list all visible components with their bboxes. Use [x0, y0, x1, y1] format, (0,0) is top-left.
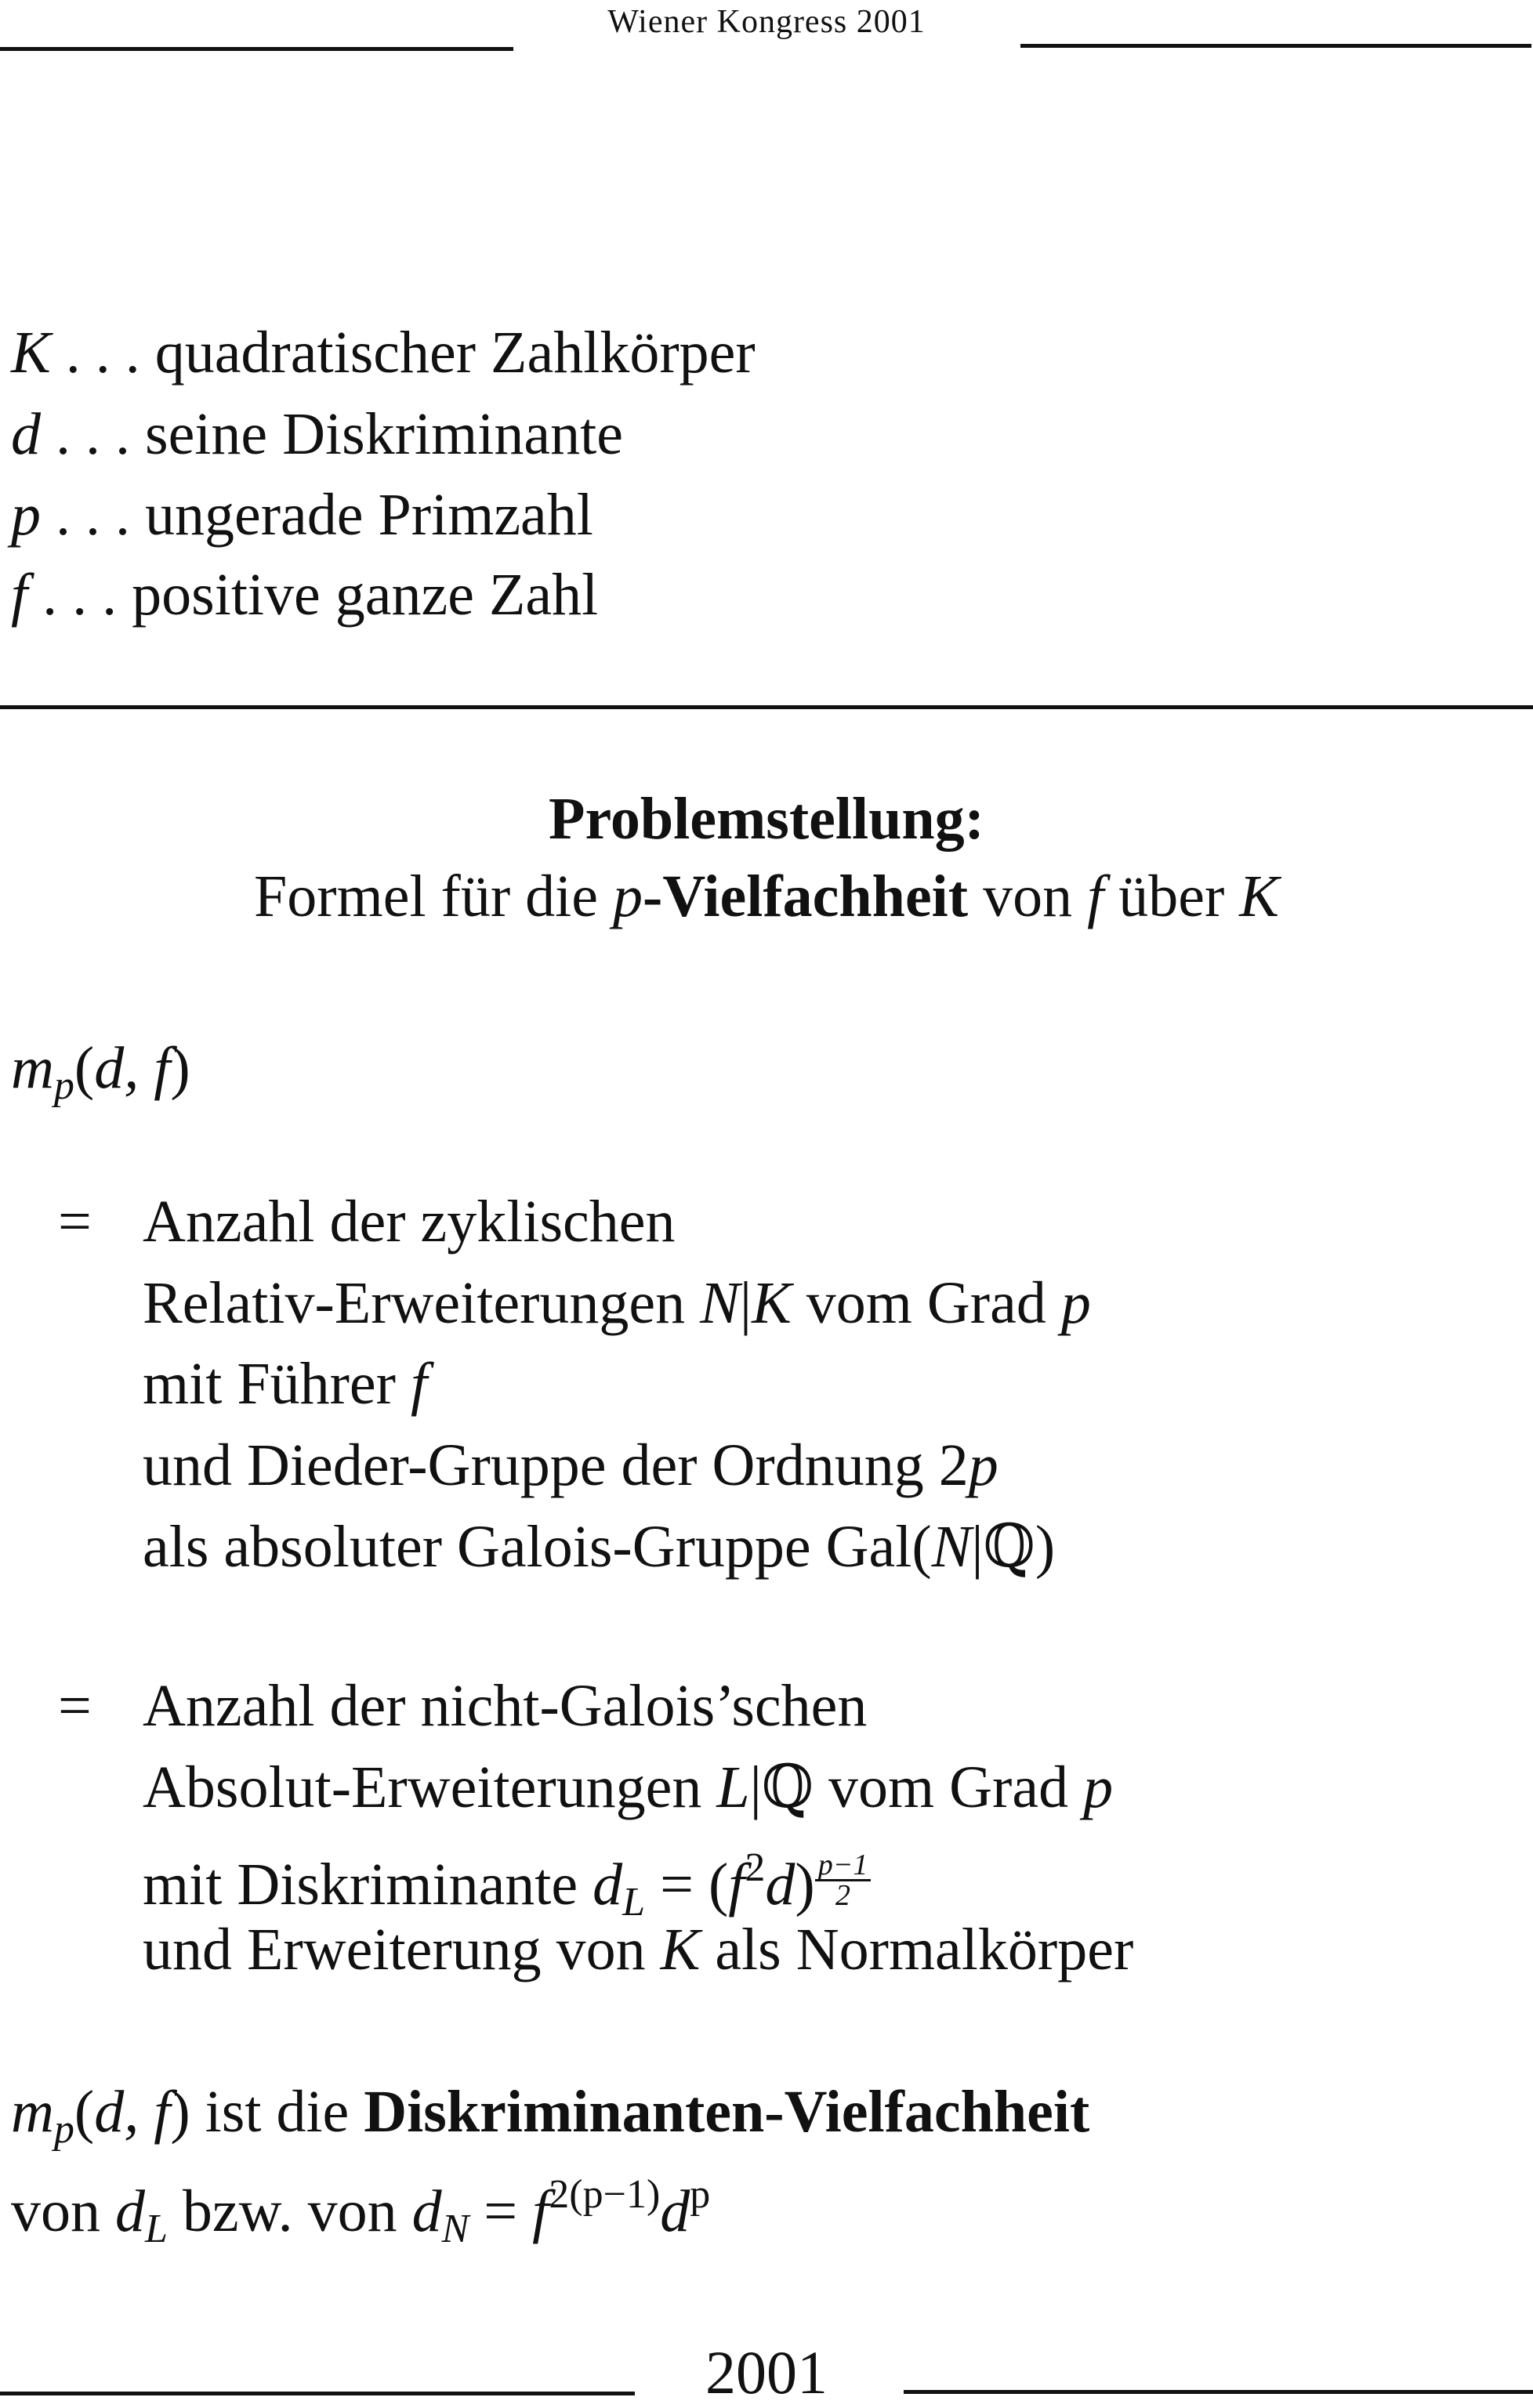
superscript: 2	[745, 1845, 766, 1890]
text: (	[74, 1035, 95, 1101]
fraction-denominator: 2	[835, 1879, 851, 1912]
text: . . . quadratischer Zahlkörper	[50, 320, 756, 386]
footer-rule-right	[904, 2390, 1533, 2394]
math-symbol: d	[660, 2178, 690, 2244]
text: mit Führer	[143, 1351, 411, 1417]
text: von	[968, 864, 1088, 929]
bold-text: Diskriminanten-Vielfachheit	[364, 2079, 1090, 2145]
math-symbol: d	[593, 1852, 623, 1917]
math-symbol: f	[532, 2178, 549, 2244]
math-symbol: N	[931, 1514, 972, 1580]
math-symbol: N	[700, 1270, 740, 1336]
text-line	[143, 1186, 676, 1257]
text: Formel für die	[254, 864, 614, 929]
text: und Dieder-Gruppe der Ordnung 2	[143, 1432, 969, 1498]
definition-item	[11, 559, 598, 630]
subscript: p	[53, 1063, 74, 1108]
exponent-fraction	[815, 1851, 872, 1910]
math-symbol: f	[728, 1852, 745, 1917]
subscript: N	[441, 2207, 469, 2251]
text: )	[170, 1035, 190, 1101]
text-line	[143, 1914, 1133, 1985]
math-symbol: K	[752, 1270, 792, 1336]
text-line	[11, 2077, 1089, 2165]
text: bzw. von	[167, 2178, 412, 2244]
math-symbol: d	[765, 1852, 795, 1917]
text: ) ist die	[170, 2079, 364, 2145]
definition-item	[11, 317, 756, 388]
math-symbol: p	[1060, 1270, 1091, 1336]
math-symbol: f	[11, 562, 28, 628]
math-symbol: d	[11, 401, 41, 467]
math-symbol: m	[11, 1035, 54, 1101]
text-line	[143, 1268, 1091, 1338]
math-symbol: p	[613, 864, 643, 929]
problem-heading: Problemstellung:	[549, 786, 984, 852]
page-number: 2001	[705, 2338, 828, 2406]
section-divider	[0, 705, 1533, 709]
text: Anzahl der nicht-Galois’schen	[143, 1673, 868, 1739]
text: . . . seine Diskriminante	[41, 401, 623, 467]
superscript: 2(p−1)	[549, 2172, 661, 2217]
text: |ℚ vom Grad	[749, 1754, 1084, 1820]
definition-item	[11, 399, 623, 469]
math-symbol: L	[716, 1754, 750, 1820]
math-symbol: d, f	[94, 2079, 171, 2145]
text: Anzahl der zyklischen	[143, 1189, 676, 1255]
text: Relativ-Erweiterungen	[143, 1270, 701, 1336]
text: |	[739, 1270, 752, 1336]
equals-sign-1: =	[58, 1189, 92, 1255]
math-symbol: K	[660, 1917, 701, 1983]
equals-sign-2: =	[58, 1673, 92, 1739]
math-symbol: m	[11, 2079, 54, 2145]
text: . . . positive ganze Zahl	[27, 562, 599, 628]
math-symbol: d, f	[94, 1035, 171, 1101]
text: (	[74, 2079, 95, 2145]
bold-text: -Vielfachheit	[643, 864, 969, 929]
math-symbol: f	[1087, 864, 1104, 929]
text: |ℚ)	[971, 1514, 1056, 1580]
math-symbol: p	[968, 1432, 998, 1498]
fraction-numerator: p−1	[815, 1851, 872, 1881]
problem-subtitle	[0, 861, 1533, 932]
mp-definition	[11, 1033, 190, 1121]
text-line	[143, 1430, 998, 1501]
math-symbol: f	[410, 1351, 428, 1417]
text: Absolut-Erweiterungen	[143, 1754, 717, 1820]
text: und Erweiterung von	[143, 1917, 661, 1983]
text: als Normalkörper	[700, 1917, 1134, 1983]
text-line	[11, 2160, 710, 2265]
definition-item	[11, 480, 593, 550]
header-rule-left	[0, 47, 513, 51]
text: mit Diskriminante	[143, 1852, 593, 1917]
subscript: L	[145, 2207, 168, 2251]
text-line	[143, 1512, 1055, 1582]
math-symbol: d	[115, 2178, 145, 2244]
running-header: Wiener Kongress 2001	[607, 4, 926, 40]
text: von	[11, 2178, 115, 2244]
text: . . . ungerade Primzahl	[41, 482, 593, 548]
text: vom Grad	[791, 1270, 1061, 1336]
math-symbol: K	[1239, 864, 1279, 929]
text-line	[143, 1752, 1113, 1823]
subscript: L	[622, 1880, 646, 1925]
subscript: p	[53, 2107, 74, 2152]
superscript: p	[690, 2172, 711, 2217]
footer-rule-left	[0, 2392, 635, 2395]
math-symbol: K	[11, 320, 51, 386]
text-line	[143, 1349, 427, 1419]
text-line	[143, 1671, 867, 1741]
text: als absoluter Galois-Gruppe Gal(	[143, 1514, 932, 1580]
text: =	[469, 2178, 533, 2244]
text: = (	[645, 1852, 729, 1917]
math-symbol: p	[1083, 1754, 1114, 1820]
math-symbol: d	[411, 2178, 442, 2244]
text: )	[795, 1852, 815, 1917]
math-symbol: p	[11, 482, 41, 548]
text: über	[1104, 864, 1240, 929]
header-rule-right	[1020, 44, 1531, 48]
